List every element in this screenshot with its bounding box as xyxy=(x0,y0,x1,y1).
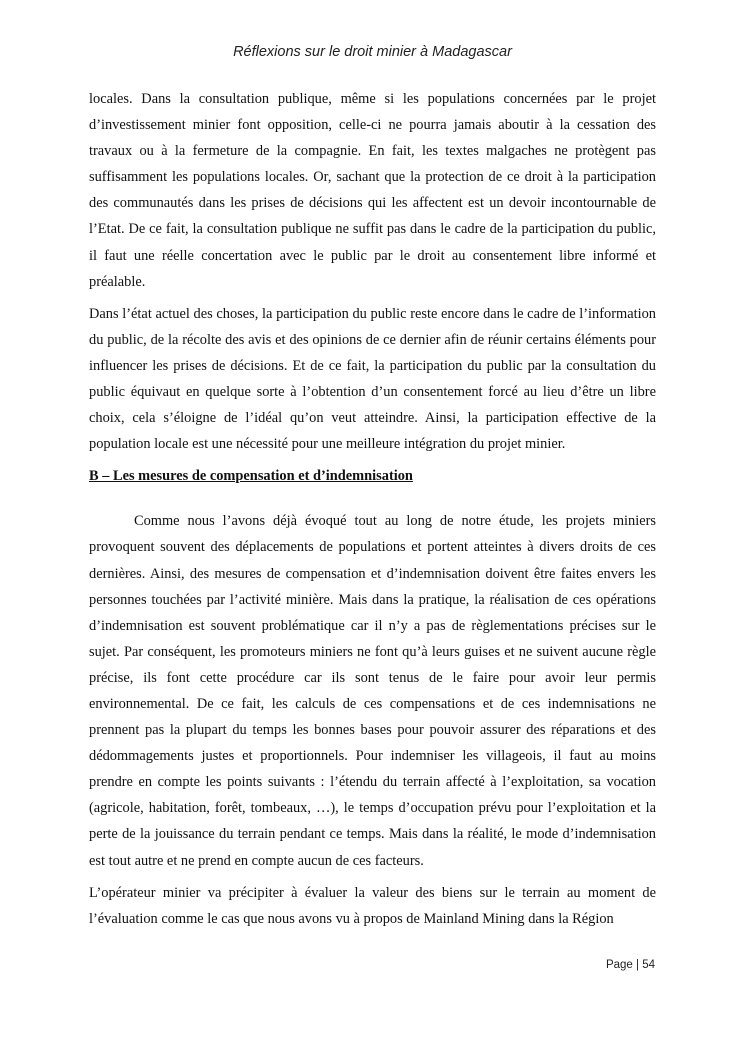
page-number: Page | 54 xyxy=(605,959,655,971)
paragraph-operateur-minier: L’opérateur minier va précipiter à évaluer la valeur des biens sur le terrain au moment de l’évaluation comme le cas que nous avons vu à propos de Mainland Mining dans la Région xyxy=(89,884,656,927)
paragraph-indemnisation: Comme nous l’avons déjà évoqué tout au long de notre étude, les projets miniers provoquent souvent des déplacements de populations et portent atteintes à divers droits de ces dernières. Ainsi, des mesures de compensation et d’indemnisation doivent être faites envers les personnes touchées par l’activité minière. Mais dans la pratique, la réalisation de ces opérations d’indemnisation est souvent problématique car il n’y a pas de règlementations précises sur le sujet. Par conséquent, les promoteurs miniers ne font qu’à leurs guises et ne suivent aucune règle précise, ils font cette procédure car ils sont tenus de le faire pour avoir leur permis environnemental. De ce fait, les calculs de ces compensations et de ces indemnisations ne prennent pas la plupart du temps les bonnes bases pour pouvoir assurer des réparations et des dédommagements justes et proportionnels. Pour indemniser les villageois, il faut au moins prendre en compte les points suivants : l’étendu du terrain affecté à l’exploitation, sa vocation (agricole, habitation, forêt, tombeaux, …), le temps d’occupation prévu pour l’exploitation et la perte de la jouissance du terrain pendant ce temps. Mais dans la réalité, le mode d’indemnisation est tout autre et ne prend en compte aucun de ces facteurs. xyxy=(89,513,656,869)
paragraph-participation-public: Dans l’état actuel des choses, la participation du public reste encore dans le cadre de l’information du public, de la récolte des avis et des opinions de ce dernier afin de réunir certains éléments pour influencer les prises de décisions. Et de ce fait, la participation du public par la consultation du public équivaut en quelque sorte à l’obtention d’un consentement forcé au lieu d’être un libre choix, cela s’éloigne de l’idéal qu’on veut atteindre. Ainsi, la participation effective de la population locale est une nécessité pour une meilleure intégration du projet minier. xyxy=(89,305,656,453)
document-body xyxy=(89,86,656,932)
paragraph-consultation-publique: locales. Dans la consultation publique, même si les populations concernées par le projet d’investissement minier font opposition, celle-ci ne pourra jamais aboutir à la cessation des travaux ou à la fermeture de la compagnie. En fait, les textes malgaches ne protègent pas suffisamment les populations locales. Or, sachant que la protection de ce droit à la participation des communautés dans les prises de décisions qui les affectent est un devoir incontournable de l’Etat. De ce fait, la consultation publique ne suffit pas dans le cadre de la participation du public, il faut une réelle concertation avec le public par le droit au consentement libre informé et préalable. xyxy=(89,91,656,290)
section-heading: B – Les mesures de compensation et d’indemnisation xyxy=(89,468,413,485)
page-header: Réflexions sur le droit minier à Madagascar xyxy=(233,44,512,60)
